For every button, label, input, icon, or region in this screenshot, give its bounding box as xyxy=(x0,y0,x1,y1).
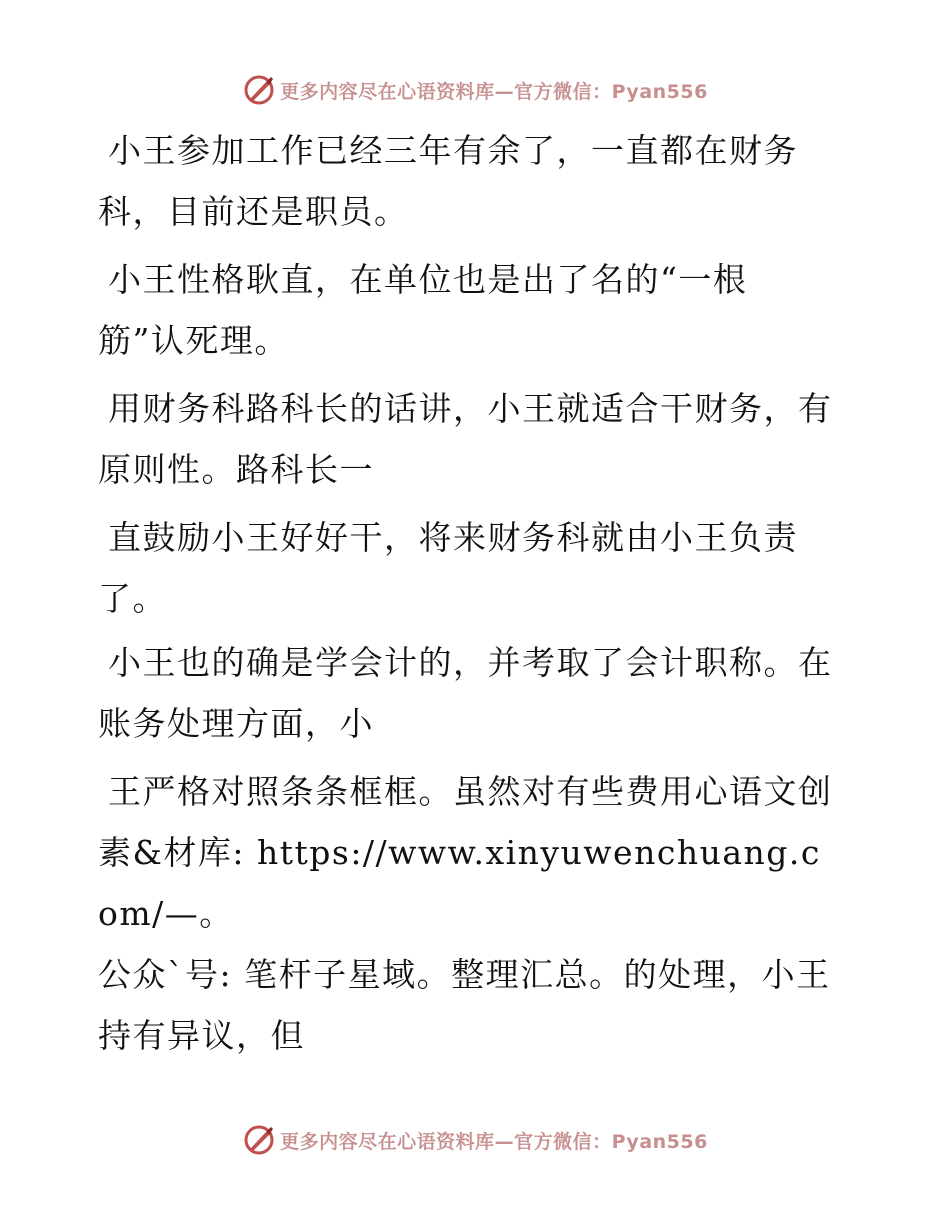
paragraph-6: 王严格对照条条框框。虽然对有些费用心语文创 素&材库: https://www.xinyuwenchuang.com/—。 公众`号: 笔杆子星域。整理汇总。的处理，小王 持有异议，但 xyxy=(98,772,833,1055)
header-watermark xyxy=(0,70,950,110)
footer-watermark-text: 更多内容尽在心语资料库—官方微信：Pyan556 xyxy=(280,1130,708,1153)
footer-watermark xyxy=(0,1120,950,1160)
paragraph-5: 小王也的确是学会计的，并考取了会计职称。在 账务处理方面，小 xyxy=(98,643,833,743)
header-watermark-text: 更多内容尽在心语资料库—官方微信：Pyan556 xyxy=(280,80,708,103)
quill-pen-logo-icon xyxy=(242,1123,276,1157)
paragraph-1: 小王参加工作已经三年有余了，一直都在财务 科，目前还是职员。 xyxy=(98,131,798,231)
paragraph-2: 小王性格耿直，在单位也是出了名的“一根 筋”认死理。 xyxy=(98,260,748,360)
paragraph-3: 用财务科路科长的话讲，小王就适合干财务，有 原则性。路科长一 xyxy=(98,389,833,489)
paragraph-4: 直鼓励小王好好干，将来财务科就由小王负责 了。 xyxy=(98,518,798,618)
document-body xyxy=(98,120,838,1073)
quill-pen-logo-icon xyxy=(242,73,276,107)
